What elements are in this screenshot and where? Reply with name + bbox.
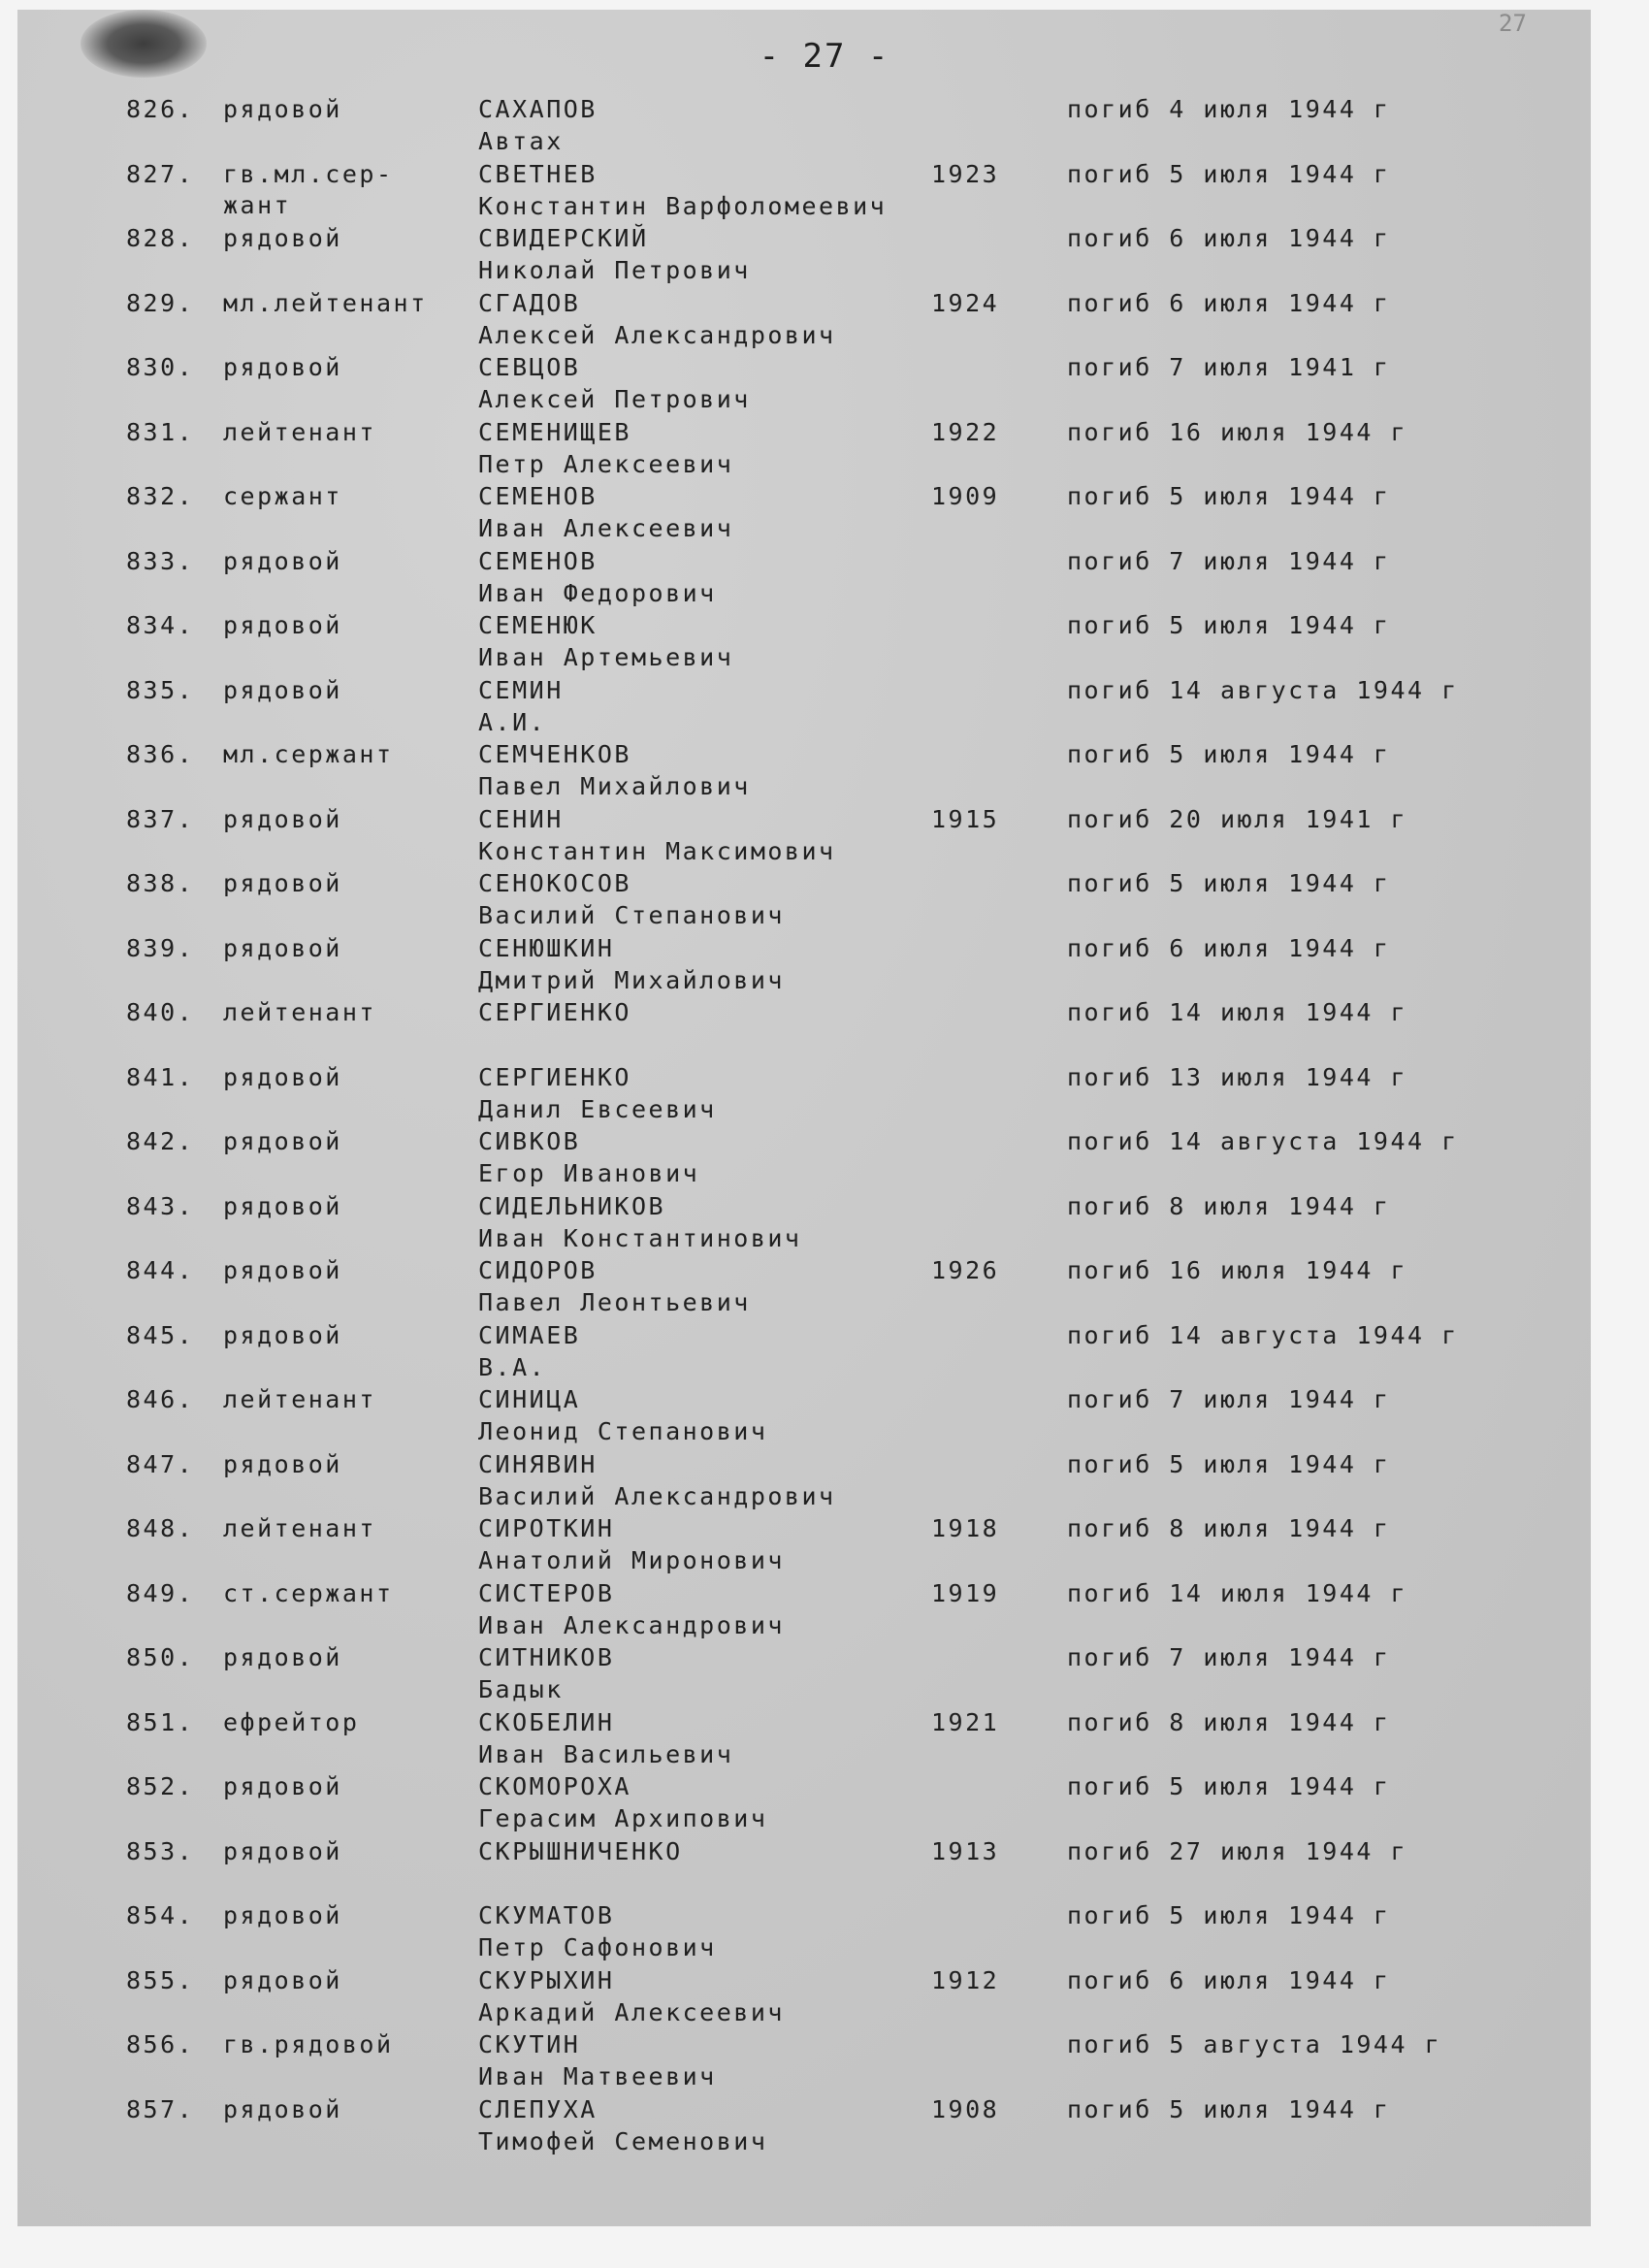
entry-fate: погиб 6 июля 1944 г bbox=[1067, 933, 1391, 962]
entry-fate: погиб 7 июля 1944 г bbox=[1067, 1643, 1391, 1671]
entry-surname: СИСТЕРОВ bbox=[478, 1578, 615, 1607]
entry-number: 844. bbox=[126, 1256, 195, 1284]
list-item bbox=[0, 1578, 1649, 1643]
entry-given-name: Егор Иванович bbox=[478, 1159, 700, 1187]
entry-given-name: Константин Варфоломеевич bbox=[478, 191, 888, 220]
entry-surname: СИТНИКОВ bbox=[478, 1643, 615, 1671]
list-item bbox=[0, 2094, 1649, 2159]
entry-fate: погиб 5 июля 1944 г bbox=[1067, 869, 1391, 897]
entry-number: 832. bbox=[126, 482, 195, 510]
list-item bbox=[0, 1384, 1649, 1449]
list-item bbox=[0, 1062, 1649, 1127]
entry-birth-year: 1922 bbox=[931, 417, 1000, 446]
list-item bbox=[0, 610, 1649, 675]
entry-given-name: Иван Алексеевич bbox=[478, 514, 734, 542]
entry-surname: СЕРГИЕНКО bbox=[478, 998, 631, 1026]
entry-surname: СЕМЕНИЩЕВ bbox=[478, 417, 631, 446]
entry-surname: СКУМАТОВ bbox=[478, 1901, 615, 1929]
entry-rank: рядовой bbox=[223, 933, 342, 962]
entry-given-name: Автах bbox=[478, 127, 564, 155]
entry-fate: погиб 16 июля 1944 г bbox=[1067, 1256, 1408, 1284]
list-item bbox=[0, 223, 1649, 288]
list-item bbox=[0, 1255, 1649, 1320]
entry-given-name: Николай Петрович bbox=[478, 256, 751, 284]
entry-given-name: Иван Александрович bbox=[478, 1610, 785, 1639]
entry-fate: погиб 5 июля 1944 г bbox=[1067, 1772, 1391, 1800]
list-item bbox=[0, 804, 1649, 869]
entry-fate: погиб 5 июля 1944 г bbox=[1067, 482, 1391, 510]
entry-given-name: А.И. bbox=[478, 707, 547, 736]
entry-rank: рядовой bbox=[223, 546, 342, 575]
entry-fate: погиб 5 июля 1944 г bbox=[1067, 159, 1391, 188]
entry-given-name: Петр Алексеевич bbox=[478, 449, 734, 478]
entry-surname: СИДЕЛЬНИКОВ bbox=[478, 1191, 666, 1220]
entry-surname: СЕВЦОВ bbox=[478, 353, 581, 381]
entry-surname: СКОБЕЛИН bbox=[478, 1707, 615, 1736]
entry-number: 851. bbox=[126, 1707, 195, 1736]
entry-surname: СКУРЫХИН bbox=[478, 1965, 615, 1994]
list-item bbox=[0, 933, 1649, 998]
list-item bbox=[0, 1707, 1649, 1772]
entry-rank: мл.лейтенант bbox=[223, 288, 428, 317]
entry-number: 839. bbox=[126, 933, 195, 962]
entry-surname: СЕМЕНОВ bbox=[478, 546, 598, 575]
entry-surname: СКУТИН bbox=[478, 2030, 581, 2058]
entry-rank: рядовой bbox=[223, 224, 342, 252]
entry-rank: рядовой bbox=[223, 1256, 342, 1284]
entry-rank: лейтенант bbox=[223, 1385, 376, 1413]
entry-surname: САХАПОВ bbox=[478, 95, 598, 123]
entry-birth-year: 1926 bbox=[931, 1256, 1000, 1284]
entry-number: 834. bbox=[126, 611, 195, 639]
entry-rank: рядовой bbox=[223, 1772, 342, 1800]
entry-surname: СИДОРОВ bbox=[478, 1256, 598, 1284]
list-item bbox=[0, 1836, 1649, 1901]
entry-number: 830. bbox=[126, 353, 195, 381]
entry-given-name: Иван Константинович bbox=[478, 1223, 802, 1252]
entry-rank: лейтенант bbox=[223, 998, 376, 1026]
entry-birth-year: 1908 bbox=[931, 2094, 1000, 2123]
entry-number: 829. bbox=[126, 288, 195, 317]
entry-rank: рядовой bbox=[223, 1449, 342, 1478]
entry-fate: погиб 20 июля 1941 г bbox=[1067, 804, 1408, 833]
entry-fate: погиб 14 июля 1944 г bbox=[1067, 998, 1408, 1026]
entry-given-name: Алексей Петрович bbox=[478, 385, 751, 413]
entry-number: 845. bbox=[126, 1320, 195, 1349]
entry-number: 827. bbox=[126, 159, 195, 188]
entry-fate: погиб 14 июля 1944 г bbox=[1067, 1578, 1408, 1607]
entry-number: 853. bbox=[126, 1836, 195, 1865]
entry-surname: СИМАЕВ bbox=[478, 1320, 581, 1349]
entry-surname: СИВКОВ bbox=[478, 1127, 581, 1155]
entry-rank: рядовой bbox=[223, 353, 342, 381]
entry-given-name: Василий Александрович bbox=[478, 1481, 836, 1510]
list-item bbox=[0, 1965, 1649, 2030]
entry-surname: СКРЫШНИЧЕНКО bbox=[478, 1836, 683, 1865]
entry-given-name: Герасим Архипович bbox=[478, 1804, 768, 1832]
list-item bbox=[0, 1126, 1649, 1191]
entry-given-name: Петр Сафонович bbox=[478, 1933, 717, 1961]
entry-number: 855. bbox=[126, 1965, 195, 1994]
entry-rank: ст.сержант bbox=[223, 1578, 394, 1607]
entry-rank: мл.сержант bbox=[223, 740, 394, 768]
entry-number: 854. bbox=[126, 1901, 195, 1929]
entry-rank: рядовой bbox=[223, 1901, 342, 1929]
entry-fate: погиб 8 июля 1944 г bbox=[1067, 1191, 1391, 1220]
entry-given-name: Алексей Александрович bbox=[478, 320, 836, 349]
entry-number: 846. bbox=[126, 1385, 195, 1413]
entry-rank: лейтенант bbox=[223, 417, 376, 446]
entry-surname: СИНИЦА bbox=[478, 1385, 581, 1413]
entry-birth-year: 1924 bbox=[931, 288, 1000, 317]
entry-number: 849. bbox=[126, 1578, 195, 1607]
entry-number: 833. bbox=[126, 546, 195, 575]
entry-rank: рядовой bbox=[223, 1320, 342, 1349]
entry-rank: рядовой bbox=[223, 95, 342, 123]
entry-number: 837. bbox=[126, 804, 195, 833]
casualty-list bbox=[0, 94, 1649, 2158]
entry-number: 838. bbox=[126, 869, 195, 897]
entry-rank: сержант bbox=[223, 482, 342, 510]
entry-number: 847. bbox=[126, 1449, 195, 1478]
entry-rank: рядовой bbox=[223, 675, 342, 704]
entry-surname: СЕНЮШКИН bbox=[478, 933, 615, 962]
entry-rank: рядовой bbox=[223, 804, 342, 833]
entry-fate: погиб 14 августа 1944 г bbox=[1067, 1127, 1459, 1155]
entry-given-name: Константин Максимович bbox=[478, 836, 836, 865]
entry-surname: СЕМИН bbox=[478, 675, 564, 704]
page-number: - 27 - bbox=[759, 37, 890, 76]
entry-rank: гв.рядовой bbox=[223, 2030, 394, 2058]
entry-surname: СИРОТКИН bbox=[478, 1514, 615, 1542]
entry-number: 835. bbox=[126, 675, 195, 704]
list-item bbox=[0, 739, 1649, 804]
list-item bbox=[0, 675, 1649, 740]
entry-fate: погиб 6 июля 1944 г bbox=[1067, 288, 1391, 317]
entry-given-name: Павел Михайлович bbox=[478, 772, 751, 800]
entry-given-name: Дмитрий Михайлович bbox=[478, 965, 785, 994]
entry-given-name: В.А. bbox=[478, 1352, 547, 1381]
entry-fate: погиб 7 июля 1944 г bbox=[1067, 546, 1391, 575]
entry-fate: погиб 14 августа 1944 г bbox=[1067, 1320, 1459, 1349]
entry-rank: рядовой bbox=[223, 1062, 342, 1091]
entry-number: 840. bbox=[126, 998, 195, 1026]
entry-rank: лейтенант bbox=[223, 1514, 376, 1542]
entry-number: 850. bbox=[126, 1643, 195, 1671]
entry-surname: СВЕТНЕВ bbox=[478, 159, 598, 188]
entry-fate: погиб 7 июля 1941 г bbox=[1067, 353, 1391, 381]
entry-rank: рядовой bbox=[223, 1965, 342, 1994]
entry-surname: СЕНИН bbox=[478, 804, 564, 833]
entry-fate: погиб 5 августа 1944 г bbox=[1067, 2030, 1442, 2058]
entry-fate: погиб 27 июля 1944 г bbox=[1067, 1836, 1408, 1865]
list-item bbox=[0, 159, 1649, 224]
list-item bbox=[0, 94, 1649, 159]
entry-rank: гв.мл.сер- жант bbox=[223, 159, 394, 219]
entry-fate: погиб 5 июля 1944 г bbox=[1067, 740, 1391, 768]
entry-surname: СВИДЕРСКИЙ bbox=[478, 224, 649, 252]
entry-birth-year: 1923 bbox=[931, 159, 1000, 188]
entry-number: 826. bbox=[126, 95, 195, 123]
entry-fate: погиб 6 июля 1944 г bbox=[1067, 1965, 1391, 1994]
corner-page-mark: 27 bbox=[1499, 10, 1527, 37]
entry-fate: погиб 13 июля 1944 г bbox=[1067, 1062, 1408, 1091]
entry-surname: СЕРГИЕНКО bbox=[478, 1062, 631, 1091]
list-item bbox=[0, 1900, 1649, 1965]
entry-given-name: Иван Матвеевич bbox=[478, 2062, 717, 2090]
entry-number: 848. bbox=[126, 1514, 195, 1542]
entry-rank: рядовой bbox=[223, 2094, 342, 2123]
entry-number: 841. bbox=[126, 1062, 195, 1091]
entry-rank: рядовой bbox=[223, 869, 342, 897]
entry-number: 856. bbox=[126, 2030, 195, 2058]
entry-fate: погиб 7 июля 1944 г bbox=[1067, 1385, 1391, 1413]
list-item bbox=[0, 352, 1649, 417]
entry-number: 852. bbox=[126, 1772, 195, 1800]
entry-fate: погиб 8 июля 1944 г bbox=[1067, 1514, 1391, 1542]
entry-surname: СЕМЕНЮК bbox=[478, 611, 598, 639]
entry-rank: рядовой bbox=[223, 611, 342, 639]
list-item bbox=[0, 1449, 1649, 1514]
entry-rank: рядовой bbox=[223, 1127, 342, 1155]
entry-rank: рядовой bbox=[223, 1836, 342, 1865]
list-item bbox=[0, 481, 1649, 546]
entry-surname: СЕМЧЕНКОВ bbox=[478, 740, 631, 768]
entry-given-name: Анатолий Миронович bbox=[478, 1546, 785, 1574]
entry-fate: погиб 5 июля 1944 г bbox=[1067, 1449, 1391, 1478]
entry-fate: погиб 14 августа 1944 г bbox=[1067, 675, 1459, 704]
entry-surname: СЛЕПУХА bbox=[478, 2094, 598, 2123]
list-item bbox=[0, 1191, 1649, 1256]
entry-surname: СЕНОКОСОВ bbox=[478, 869, 631, 897]
entry-birth-year: 1913 bbox=[931, 1836, 1000, 1865]
entry-given-name: Иван Артемьевич bbox=[478, 643, 734, 671]
entry-birth-year: 1918 bbox=[931, 1514, 1000, 1542]
list-item bbox=[0, 1642, 1649, 1707]
entry-number: 828. bbox=[126, 224, 195, 252]
entry-birth-year: 1912 bbox=[931, 1965, 1000, 1994]
entry-surname: СКОМОРОХА bbox=[478, 1772, 631, 1800]
entry-given-name: Бадык bbox=[478, 1675, 564, 1703]
entry-rank: ефрейтор bbox=[223, 1707, 360, 1736]
entry-given-name: Павел Леонтьевич bbox=[478, 1288, 751, 1316]
entry-fate: погиб 4 июля 1944 г bbox=[1067, 95, 1391, 123]
entry-rank: рядовой bbox=[223, 1191, 342, 1220]
entry-surname: СГАДОВ bbox=[478, 288, 581, 317]
entry-birth-year: 1919 bbox=[931, 1578, 1000, 1607]
entry-number: 842. bbox=[126, 1127, 195, 1155]
entry-given-name: Василий Степанович bbox=[478, 901, 785, 929]
entry-fate: погиб 8 июля 1944 г bbox=[1067, 1707, 1391, 1736]
list-item bbox=[0, 1513, 1649, 1578]
list-item bbox=[0, 868, 1649, 933]
entry-fate: погиб 5 июля 1944 г bbox=[1067, 1901, 1391, 1929]
entry-given-name: Данил Евсеевич bbox=[478, 1094, 717, 1123]
entry-surname: СЕМЕНОВ bbox=[478, 482, 598, 510]
entry-birth-year: 1915 bbox=[931, 804, 1000, 833]
entry-fate: погиб 5 июля 1944 г bbox=[1067, 611, 1391, 639]
list-item bbox=[0, 997, 1649, 1062]
list-item bbox=[0, 288, 1649, 353]
entry-fate: погиб 6 июля 1944 г bbox=[1067, 224, 1391, 252]
entry-number: 831. bbox=[126, 417, 195, 446]
entry-given-name: Иван Федорович bbox=[478, 578, 717, 607]
entry-birth-year: 1909 bbox=[931, 482, 1000, 510]
entry-given-name: Тимофей Семенович bbox=[478, 2126, 768, 2155]
entry-fate: погиб 16 июля 1944 г bbox=[1067, 417, 1408, 446]
entry-number: 836. bbox=[126, 740, 195, 768]
entry-surname: СИНЯВИН bbox=[478, 1449, 598, 1478]
entry-fate: погиб 5 июля 1944 г bbox=[1067, 2094, 1391, 2123]
entry-number: 843. bbox=[126, 1191, 195, 1220]
entry-given-name: Аркадий Алексеевич bbox=[478, 1997, 785, 2026]
entry-given-name: Иван Васильевич bbox=[478, 1739, 734, 1768]
list-item bbox=[0, 546, 1649, 611]
entry-rank: рядовой bbox=[223, 1643, 342, 1671]
entry-given-name: Леонид Степанович bbox=[478, 1417, 768, 1445]
list-item bbox=[0, 1771, 1649, 1836]
entry-number: 857. bbox=[126, 2094, 195, 2123]
list-item bbox=[0, 417, 1649, 482]
list-item bbox=[0, 1320, 1649, 1385]
list-item bbox=[0, 2029, 1649, 2094]
entry-birth-year: 1921 bbox=[931, 1707, 1000, 1736]
